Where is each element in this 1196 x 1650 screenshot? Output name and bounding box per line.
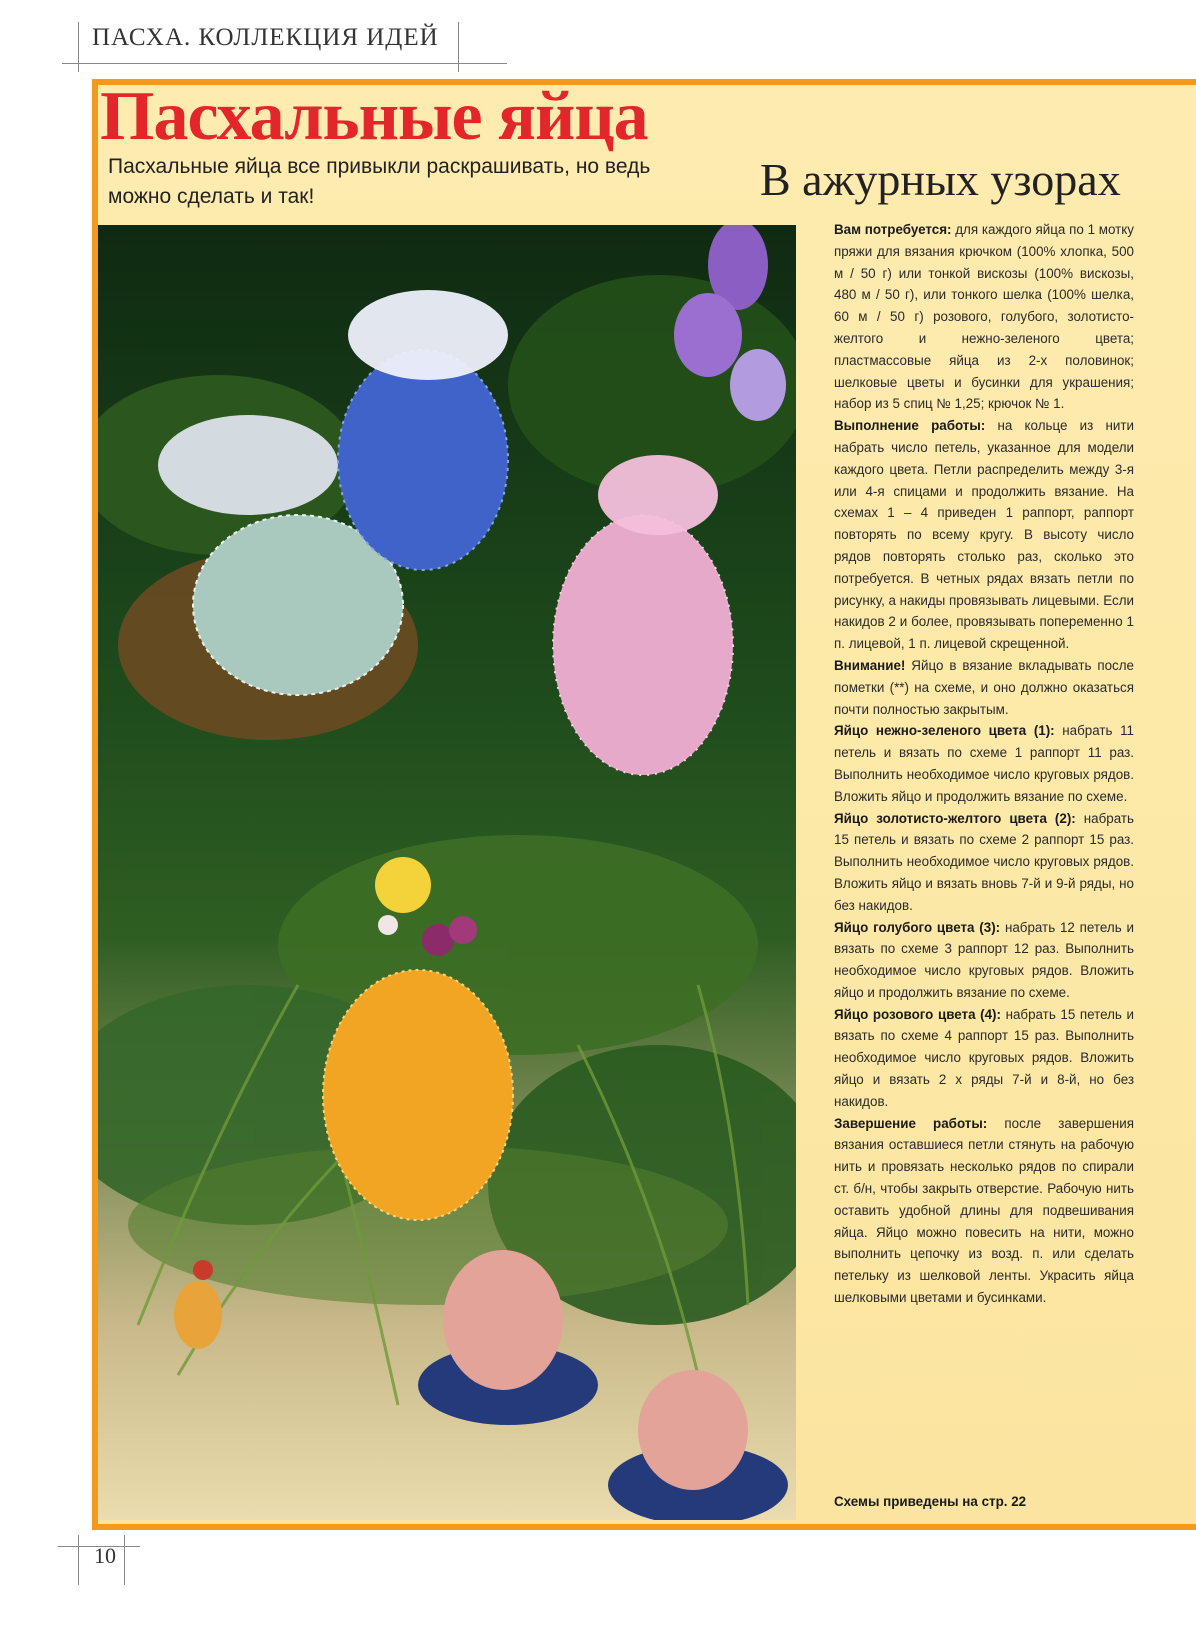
instruction-paragraph: Яйцо золотисто-желтого цвета (2): набрать 15 петель и вязать по схеме 2 раппорт 15 раз. Выполнить необходимое число круговых рядов. Вложить яйцо и вязать вновь 7-й и 9-й ряды, но без накидов. (834, 810, 1134, 913)
header-rule (62, 63, 507, 64)
eggs-illustration (98, 225, 796, 1520)
instruction-paragraph: Яйцо розового цвета (4): набрать 15 петель и вязать по схеме 4 раппорт 15 раз. Выполнить необходимое число круговых рядов. Вложить яйцо и вязать 2 х ряды 7-й и 8-й, но без накидов. (834, 1006, 1134, 1109)
footer-tick-left (78, 1535, 79, 1585)
footer-tick-right (124, 1535, 125, 1585)
instructions-column (834, 219, 1134, 1309)
instruction-paragraph: Внимание! Яйцо в вязание вкладывать после пометки (**) на схеме, и оно должно оказаться почти полностью закрытым. (834, 657, 1134, 717)
blue-egg (338, 290, 508, 570)
header-tick-left (78, 22, 79, 72)
page-number: 10 (94, 1543, 116, 1568)
eggs-photo (98, 225, 796, 1520)
pink-egg (553, 455, 733, 775)
section-heading: В ажурных узорах (760, 154, 1121, 205)
instruction-paragraph: Яйцо нежно-зеленого цвета (1): набрать 11 петель и вязать по схеме 1 раппорт 11 раз. Выполнить необходимое число круговых рядов. Вложить яйцо и продолжить вязание по схеме. (834, 723, 1134, 804)
page-subtitle: Пасхальные яйца все привыкли раскрашивать, но ведь можно сделать и так! (108, 155, 651, 208)
instruction-paragraph: Яйцо голубого цвета (3): набрать 12 петель и вязать по схеме 3 раппорт 12 раз. Выполнить необходимое число круговых рядов. Вложить яйцо и продолжить вязание по схеме. (834, 919, 1134, 1000)
schemes-reference: Схемы приведены на стр. 22 (834, 1494, 1027, 1509)
section-label: ПАСХА. КОЛЛЕКЦИЯ ИДЕЙ (92, 24, 439, 51)
page-title: Пасхальные яйца (100, 78, 648, 155)
header-tick-right (458, 22, 459, 72)
tulip (730, 349, 786, 421)
instruction-paragraph: Выполнение работы: на кольце из нити набрать число петель, указанное для модели каждого цвета. Петли распределить между 3-я или 4-я спицами и продолжить вязание. На схемах 1 – 4 приведен 1 раппорт, раппорт повторять по всему кругу. В высоту число рядов повторять столько раз, сколько это потребуется. В четных рядах вязать петли по рисунку, а накиды провязывать лицевыми. Если накидов 2 и более, провязывать попеременно 1 п. лицевой, 1 п. лицевой скрещенной. (834, 418, 1135, 652)
tulip (674, 293, 742, 377)
instruction-paragraph: Вам потребуется: для каждого яйца по 1 мотку пряжи для вязания крючком (100% хлопка, 500 м / 50 г) или тонкой вискозы (100% вискозы, 480 м / 50 г), или тонкого шелка (100% шелка, 60 м / 50 г) розового, голубого, золотисто-желтого и нежно-зеленого цвета; пластмассовые яйца из 2-х половинок; шелковые цветы и бусинки для украшения; набор из 5 спиц № 1,25; крючок № 1. (834, 222, 1134, 412)
instruction-paragraph: Завершение работы: после завершения вязания оставшиеся петли стянуть на рабочую нить и провязать несколько рядов по спирали ст. б/н, чтобы закрыть отверстие. Рабочую нить оставить удобной длины для подвешивания яйца. Яйцо можно повесить на нити, можно выполнить цепочку из возд. п. или сделать петельку из шелковой ленты. Украсить яйца шелковыми цветами и бусинками. (834, 1115, 1135, 1306)
